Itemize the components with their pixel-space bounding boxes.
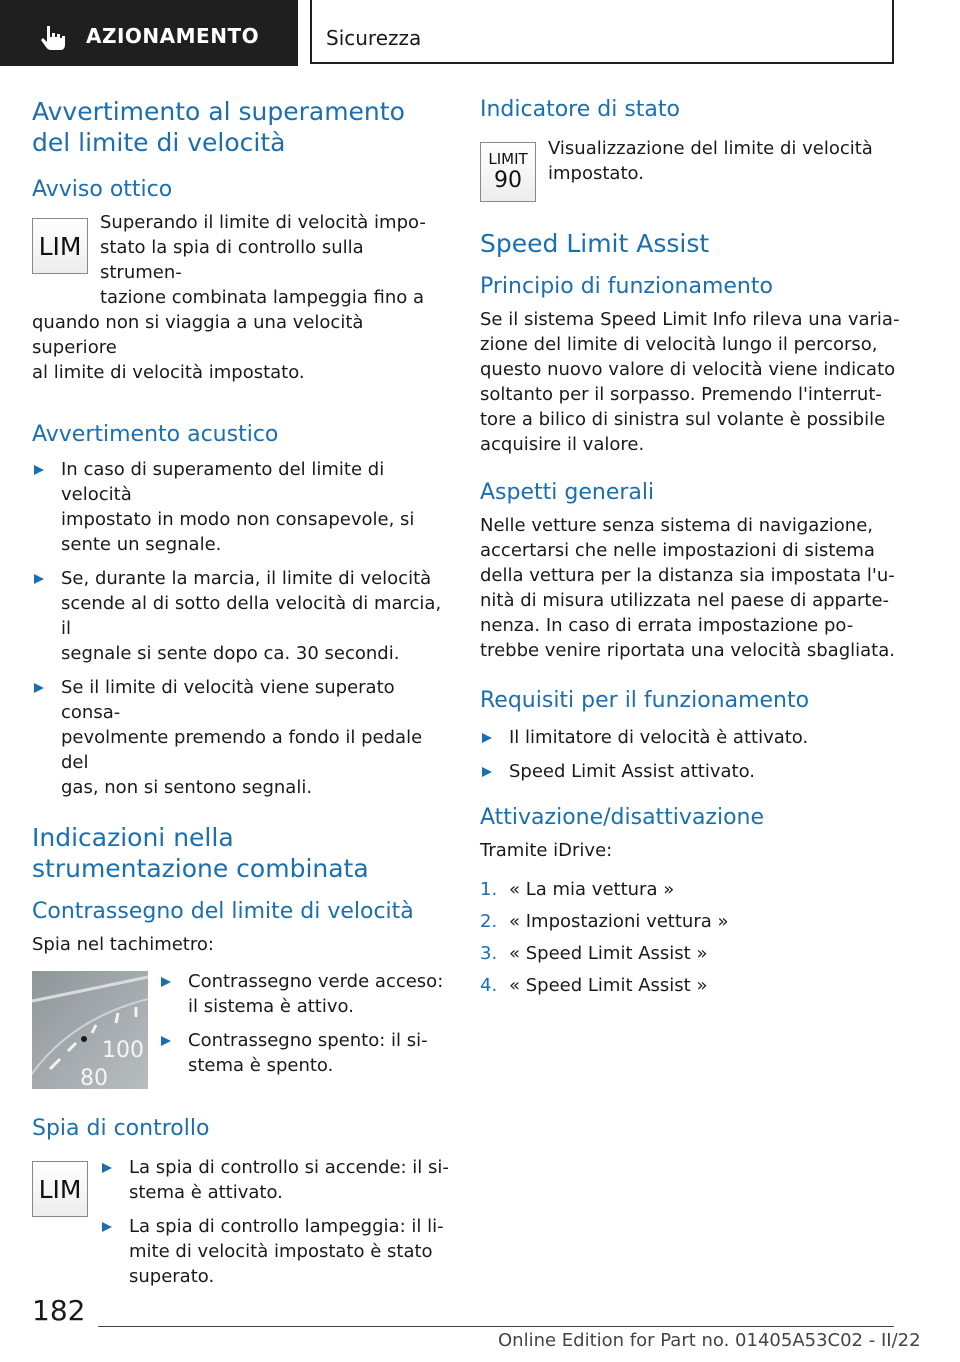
list-item: Contrassegno verde acceso: il sistema è attivo. — [159, 969, 443, 1019]
triangle-bullet-icon — [34, 683, 44, 693]
visual-warning-text: Superando il limite di velocità impo- stato la spia di controllo sulla strumen- tazione combinata lampeggia fino a — [100, 212, 426, 308]
triangle-bullet-icon — [482, 733, 492, 743]
heading-speed-limit-assist: Speed Limit Assist — [480, 229, 710, 258]
chapter-header — [310, 0, 894, 64]
list-item: 2. « Impostazioni vettura » — [480, 911, 729, 932]
triangle-bullet-icon — [34, 465, 44, 475]
triangle-bullet-icon — [34, 574, 44, 584]
heading-instrument-display: Indicazioni nella strumentazione combinata — [32, 823, 369, 883]
heading-acoustic-warning: Avvertimento acustico — [32, 422, 279, 447]
tacho-label-80: 80 — [80, 1066, 108, 1089]
triangle-bullet-icon — [482, 767, 492, 777]
activation-steps — [480, 877, 900, 998]
list-item: La spia di controllo lampeggia: il li- mite di velocità impostato è stato superato. — [100, 1214, 449, 1289]
general-text: Nelle vetture senza sistema di navigazione, accertarsi che nelle impostazioni di sistema della vettura per la distanza sia impostata l'u- nità di misura utilizzata nel paese di apparte- nenza. In caso di errata impostazione po- trebbe venire riportata una velocità sbagliata. — [480, 515, 895, 661]
limit-icon-value: 90 — [494, 167, 522, 193]
status-text: Visualizzazione del limite di velocità impostato. — [548, 138, 873, 184]
heading-operating-principle: Principio di funzionamento — [480, 274, 773, 299]
heading-limit-marker: Contrassegno del limite di velocità — [32, 899, 414, 924]
right-column — [480, 96, 900, 1005]
heading-activation: Attivazione/disattivazione — [480, 805, 765, 830]
triangle-bullet-icon — [102, 1163, 112, 1173]
list-item: Contrassegno spento: il si- stema è spento. — [159, 1028, 443, 1078]
heading-visual-warning: Avviso ottico — [32, 177, 173, 202]
list-item: La spia di controllo si accende: il si- stema è attivato. — [100, 1155, 449, 1205]
limit-90-icon — [480, 142, 536, 202]
heading-status-indicator: Indicatore di stato — [480, 97, 680, 122]
heading-general-aspects: Aspetti generali — [480, 480, 655, 505]
triangle-bullet-icon — [161, 977, 171, 987]
list-item: 3. « Speed Limit Assist » — [480, 943, 708, 964]
speedometer-image — [32, 971, 148, 1089]
requirements-list — [480, 725, 900, 784]
page-number: 182 — [32, 1294, 86, 1327]
heading-speed-warning: Avvertimento al superamento del limite di velocità — [32, 97, 405, 157]
marker-intro: Spia nel tachimetro: — [32, 934, 214, 955]
acoustic-list — [32, 457, 450, 800]
triangle-bullet-icon — [102, 1222, 112, 1232]
lim-warning-icon — [32, 218, 88, 274]
list-item: Speed Limit Assist attivato. — [480, 759, 900, 784]
heading-indicator-lamp: Spia di controllo — [32, 1116, 210, 1141]
principle-text: Se il sistema Speed Limit Info rileva una varia- zione del limite di velocità lungo il percorso, questo nuovo valore di velocità viene indicato soltanto per il sorpasso. Premendo l'interrut- tore a bilico di sinistra sul volante è possibile acquisire il valore. — [480, 309, 900, 455]
section-tab — [0, 0, 298, 66]
list-item: Se il limite di velocità viene superato consa- pevolmente premendo a fondo il pedale del gas, non si sentono segnali. — [32, 675, 450, 800]
lim-icon-label: LIM — [38, 231, 82, 261]
list-item: Il limitatore di velocità è attivato. — [480, 725, 900, 750]
footer-divider — [98, 1326, 894, 1327]
lim-icon-label: LIM — [38, 1174, 82, 1204]
hand-pointer-icon — [38, 24, 68, 52]
marker-list — [159, 969, 443, 1089]
lim-lamp-icon — [32, 1161, 88, 1217]
left-column: Avvertimento al superamento del limite di velocità Avviso ottico LIM Superando il limite di velocità impo- stato la spia di controllo sulla strumen- tazione combinata lampeggia fino a quando non si viaggia a una velocità superiore al limite di velocità impostato. Avvertimento acustico In caso di superamento del limite di velocità impostato in modo non consapevole, si sente un segnale. Se, durante la marcia, il limite di velocità scende al di sotto della velocità di marcia, il segnale si sente dopo ca. 30 secondi. Se il limite di velocità viene superato consa- pevolmente premendo a fondo il pedale del gas, non si sentono segnali. Indicazioni nella strumentazione combinata Contrassegno del limite di velocità Spia nel tachimetro: 100 80 Contrassegno verde acceso: il sistema è attivo. Contrassegno spento: il si- stema è spento. Spia di controllo LIM La spia di controllo si accende: il si- stema è attivato. La spia di controllo lampeggia: il li- mite di velocità impostato è stato superato. — [32, 96, 450, 1298]
section-title: AZIONAMENTO — [86, 24, 260, 48]
tacho-label-100: 100 — [102, 1038, 144, 1063]
triangle-bullet-icon — [161, 1036, 171, 1046]
chapter-title: Sicurezza — [326, 26, 422, 50]
lamp-list — [100, 1155, 449, 1298]
list-item: 1. « La mia vettura » — [480, 879, 675, 900]
activation-intro: Tramite iDrive: — [480, 840, 613, 861]
list-item: 4. « Speed Limit Assist » — [480, 975, 708, 996]
heading-requirements: Requisiti per il funzionamento — [480, 688, 810, 713]
edition-note: Online Edition for Part no. 01405A53C02 - II/22 — [498, 1330, 921, 1351]
list-item: In caso di superamento del limite di velocità impostato in modo non consapevole, si sente un segnale. — [32, 457, 450, 557]
list-item: Se, durante la marcia, il limite di velocità scende al di sotto della velocità di marcia, il segnale si sente dopo ca. 30 secondi. — [32, 566, 450, 666]
limit-icon-top: LIMIT — [488, 149, 528, 168]
